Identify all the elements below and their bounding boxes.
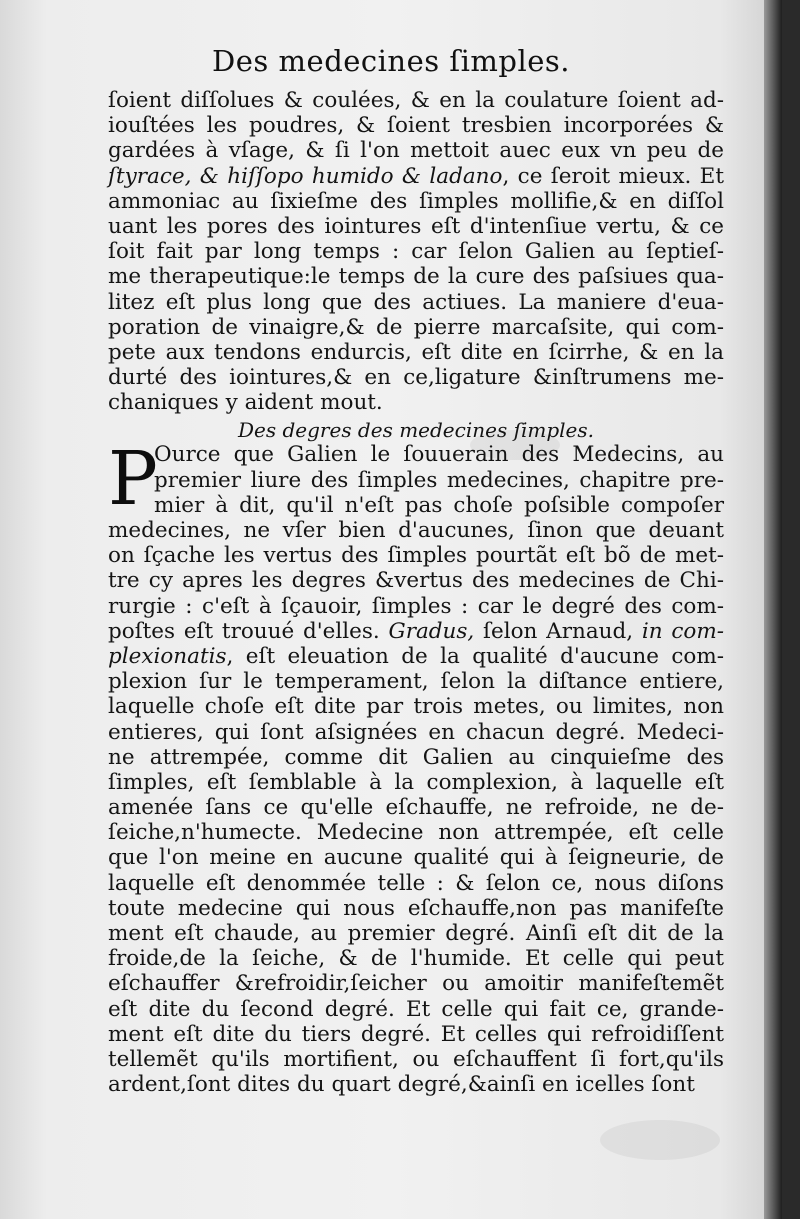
line-text: laquelle eſt denommée telle : & ſelon ce, nous diſons — [108, 870, 724, 896]
text-line — [108, 694, 724, 719]
text-line — [108, 971, 724, 996]
text-line — [108, 594, 724, 619]
text-line — [108, 619, 724, 644]
line-text: ſelon Arnaud, — [474, 618, 642, 644]
text-line — [108, 365, 724, 390]
text-line — [108, 997, 724, 1022]
text-line — [108, 1022, 724, 1047]
text-line — [108, 164, 724, 189]
line-text: froide,de la ſeiche, & de l'humide. Et celle qui peut — [108, 946, 724, 972]
line-text: ne attrempée, comme dit Galien au cinquieſme des — [108, 744, 724, 770]
page-text — [108, 88, 724, 1097]
italic-text: plexionatis — [108, 643, 227, 669]
italic-text: ſtyrace, & hiſſopo humido & ladano — [108, 163, 503, 189]
line-text: que l'on meine en aucune qualité qui à ſeigneurie, de — [108, 845, 724, 871]
line-text: ſimples, eſt ſemblable à la complexion, à laquelle eſt — [108, 769, 724, 795]
italic-text: Gradus, — [388, 618, 475, 644]
page-edge-shadow — [764, 0, 782, 1219]
text-line — [108, 871, 724, 896]
text-line — [108, 239, 724, 264]
text-line — [108, 795, 724, 820]
line-text: chaniques y aident mout. — [108, 390, 383, 416]
line-text: toute medecine qui nous eſchauffe,non pas manifeſte — [108, 895, 724, 921]
text-line — [108, 669, 724, 694]
text-line — [108, 568, 724, 593]
section-heading: Des degres des medecines ſimples. — [237, 418, 594, 443]
line-text: ment eſt dite du tiers degré. Et celles qui refroidiſſent — [108, 1021, 724, 1047]
text-line — [108, 518, 724, 543]
line-text: poſtes eſt trouué d'elles. — [108, 618, 389, 644]
text-line — [108, 442, 724, 467]
line-text: , eſt eleuation de la qualité d'aucune com- — [226, 643, 724, 669]
line-text: iouſtées les poudres, & ſoient tresbien incorporées & — [108, 113, 724, 139]
text-line — [108, 845, 724, 870]
line-text: eſt dite du ſecond degré. Et celle qui fait ce, grande- — [108, 996, 724, 1022]
text-line — [108, 820, 724, 845]
paper-stain — [600, 1120, 720, 1160]
line-text: uant les pores des iointures eſt d'intenſiue vertu, & ce — [108, 213, 724, 239]
line-text: ſoit fait par long temps : car ſelon Galien au ſeptieſ- — [108, 239, 724, 265]
text-line — [108, 390, 724, 415]
line-text: ſoient diſſolues & coulées, & en la coulature ſoient ad- — [108, 88, 724, 113]
line-text: ſeiche,n'humecte. Medecine non attrempée, eſt celle — [108, 820, 724, 846]
line-text: entieres, qui ſont aſsignées en chacun degré. Medeci- — [108, 719, 724, 745]
text-line — [108, 543, 724, 568]
line-text: pete aux tendons endurcis, eſt dite en ſcirrhe, & en la — [108, 339, 724, 365]
text-line — [108, 1047, 724, 1072]
line-text: eſchauffer &refroidir,ſeicher ou amoitir manifeſtemẽt — [108, 971, 724, 997]
line-text: , ce ſeroit mieux. Et — [502, 163, 725, 189]
text-line — [108, 189, 724, 214]
text-line — [108, 770, 724, 795]
text-line — [108, 720, 724, 745]
text-line — [108, 644, 724, 669]
text-line — [108, 138, 724, 163]
line-text: ment eſt chaude, au premier degré. Ainſi eſt dit de la — [108, 921, 724, 946]
line-text: ardent,ſont dites du quart degré,&ainſi en icelles ſont — [108, 1072, 695, 1098]
line-text: litez eſt plus long que des actiues. La maniere d'eua- — [108, 289, 724, 315]
paragraph-2 — [108, 436, 724, 1098]
text-line — [108, 1072, 724, 1097]
line-text: premier liure des ſimples medecines, chapitre pre- — [154, 467, 724, 493]
line-text: mier à dit, qu'il n'eſt pas choſe poſsible compoſer — [154, 492, 724, 518]
line-text: tellemẽt qu'ils mortifient, ou eſchauffent ſi fort,qu'ils — [108, 1046, 724, 1072]
text-line — [108, 468, 724, 493]
text-line — [108, 113, 724, 138]
line-text: poration de vinaigre,& de pierre marcaſsite, qui com- — [108, 314, 724, 340]
text-line — [108, 290, 724, 315]
paragraph-2-lines — [108, 436, 724, 1098]
line-text: medecines, ne vſer bien d'aucunes, ſinon que deuant — [108, 518, 724, 543]
italic-text: in com- — [641, 618, 724, 644]
text-line — [108, 921, 724, 946]
text-line — [108, 745, 724, 770]
running-head: Des medecines ſimples. — [212, 44, 570, 78]
line-text: laquelle choſe eſt dite par trois metes, ou limites, non — [108, 694, 724, 720]
line-text: amenée ſans ce qu'elle eſchauffe, ne refroide, ne de- — [108, 795, 724, 821]
drop-cap: P — [108, 436, 158, 523]
text-line — [108, 264, 724, 289]
line-text: durté des iointures,& en ce,ligature &inſtrumens me- — [108, 365, 724, 391]
line-text: me therapeutique:le temps de la cure des paſsiues qua- — [108, 264, 724, 290]
paragraph-1 — [108, 88, 724, 415]
line-text: tre cy apres les degres &vertus des medecines de Chi- — [108, 568, 724, 594]
text-line — [108, 214, 724, 239]
line-text: on ſçache les vertus des ſimples pourtãt eſt bõ de met- — [108, 543, 724, 569]
text-line — [108, 88, 724, 113]
line-text: plexion ſur le temperament, ſelon la diſtance entiere, — [108, 669, 724, 695]
text-line — [108, 946, 724, 971]
line-text: rurgie : c'eſt à ſçauoir, ſimples : car le degré des com- — [108, 593, 724, 619]
line-text: Ource que Galien le ſouuerain des Medecins, au — [154, 442, 724, 468]
text-line — [108, 896, 724, 921]
line-text: gardées à vſage, & ſi l'on mettoit auec eux vn peu de — [108, 138, 724, 164]
text-line — [108, 493, 724, 518]
text-line — [108, 340, 724, 365]
text-line — [108, 315, 724, 340]
line-text: ammoniac au ſixieſme des ſimples mollifie,& en diſſol — [108, 188, 724, 214]
